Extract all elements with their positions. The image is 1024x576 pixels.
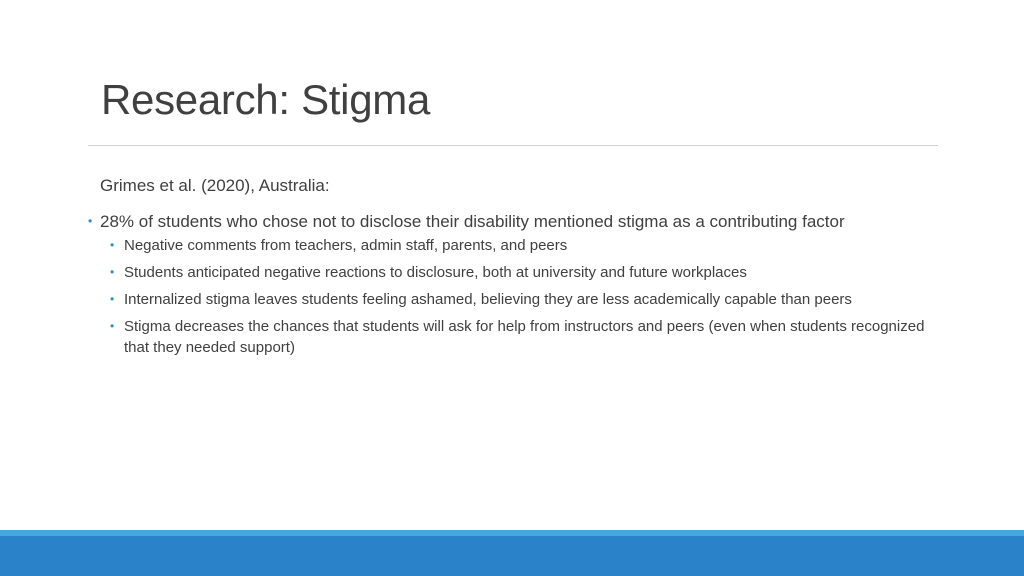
footer-bar bbox=[0, 536, 1024, 576]
intro-text: Grimes et al. (2020), Australia: bbox=[100, 176, 330, 195]
sub-bullet-item bbox=[88, 316, 938, 358]
sub-bullet-text: Students anticipated negative reactions to disclosure, both at university and future workplaces bbox=[124, 264, 747, 281]
bullet-icon: • bbox=[110, 238, 115, 252]
title-divider bbox=[88, 145, 938, 146]
sub-bullet-item bbox=[88, 262, 938, 283]
slide-body bbox=[88, 174, 938, 364]
sub-bullet-item bbox=[88, 235, 938, 256]
bullet-icon: • bbox=[88, 214, 93, 228]
sub-bullet-text: Internalized stigma leaves students feeling ashamed, believing they are less academically capable than peers bbox=[124, 291, 852, 308]
bullet-icon: • bbox=[110, 319, 115, 333]
bullet-icon: • bbox=[110, 292, 115, 306]
slide-title: Research: Stigma bbox=[101, 76, 431, 123]
main-bullet-text: 28% of students who chose not to disclose their disability mentioned stigma as a contributing factor bbox=[100, 212, 845, 231]
main-bullet bbox=[88, 210, 938, 233]
sub-bullet-list bbox=[88, 235, 938, 358]
sub-bullet-item bbox=[88, 289, 938, 310]
bullet-icon: • bbox=[110, 265, 115, 279]
sub-bullet-text: Negative comments from teachers, admin staff, parents, and peers bbox=[124, 237, 568, 254]
sub-bullet-text: Stigma decreases the chances that students will ask for help from instructors and peers (even when students recognized that they needed support) bbox=[124, 318, 925, 356]
